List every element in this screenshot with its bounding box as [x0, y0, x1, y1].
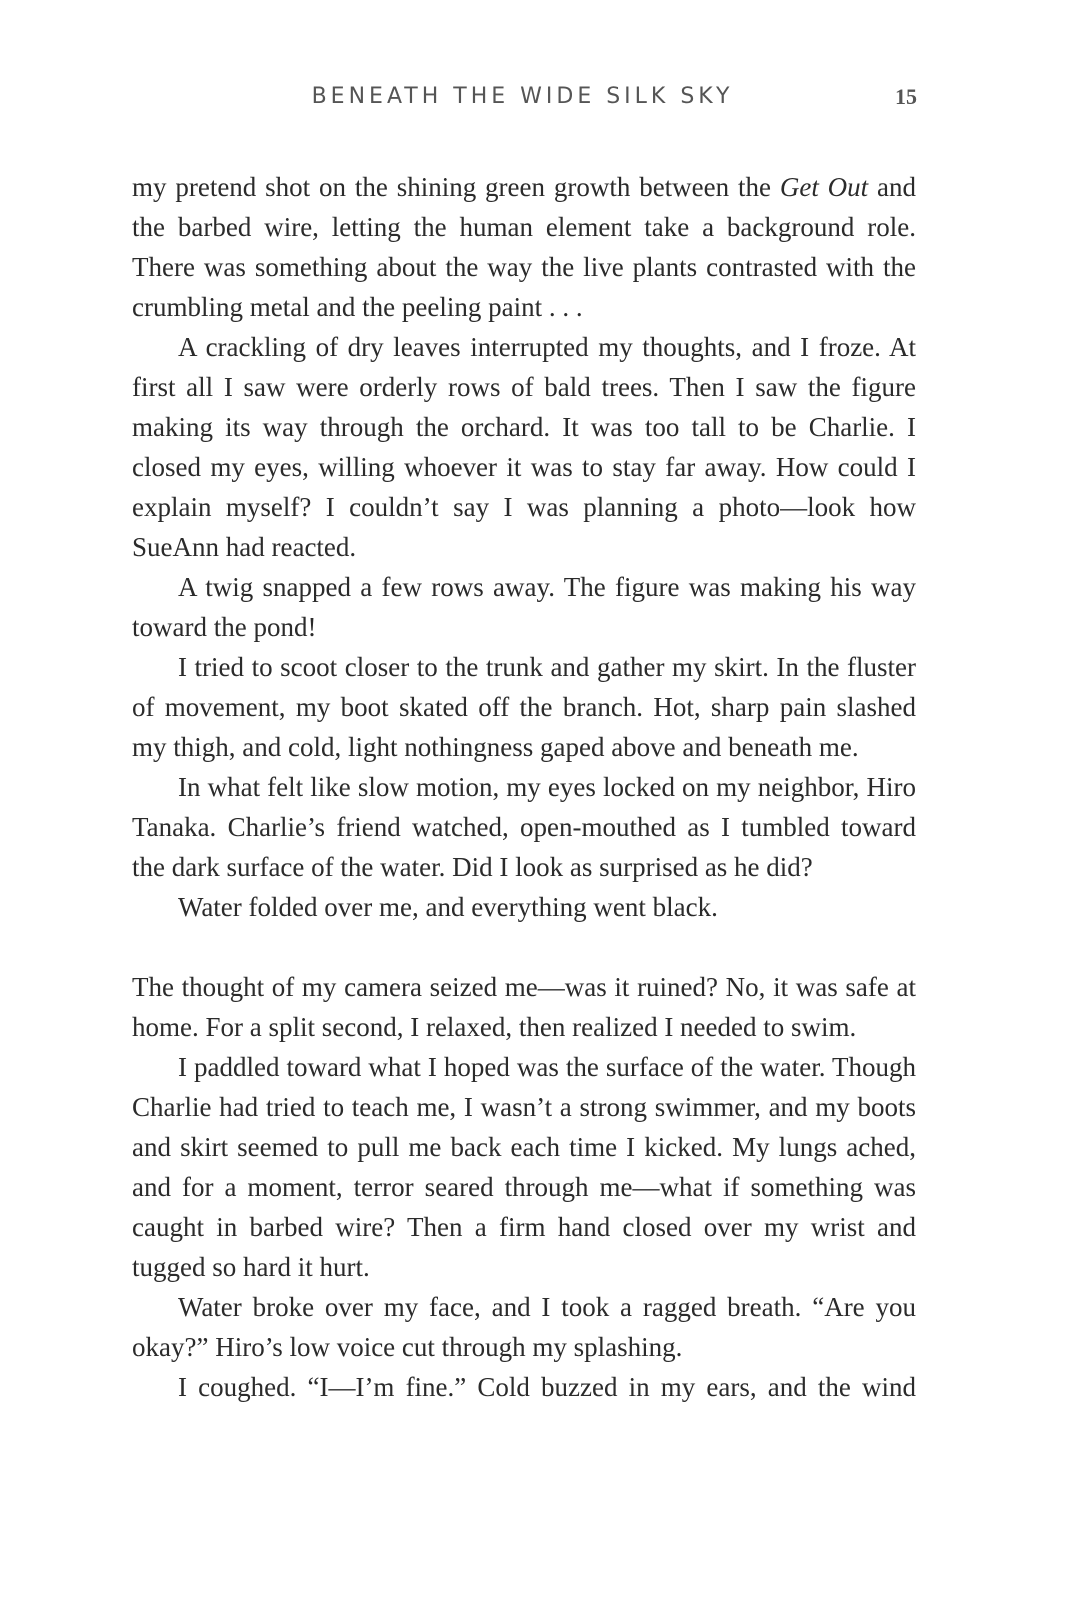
paragraph: I tried to scoot closer to the trunk and gather my skirt. In the fluster of movement, my boot skated off the branch. Hot, sharp pain slashed my thigh, and cold, light nothingness gaped above and beneath me. [132, 652, 916, 762]
italic-phrase: Get Out [779, 172, 869, 202]
page-number: 15 [895, 84, 917, 109]
running-head: BENEATH THE WIDE SILK SKY [311, 84, 734, 109]
paragraph-text: and the barbed wire, letting the human element take a background role. There was something about the way the live plants contrasted with the crumbling metal and the peeling paint . . . [132, 172, 917, 322]
paragraph-continued [132, 167, 916, 327]
paragraph: I coughed. “I—I’m fine.” Cold buzzed in my ears, and the wind [178, 1372, 916, 1402]
paragraph: In what felt like slow motion, my eyes locked on my neighbor, Hiro Tanaka. Charlie’s friend watched, open-mouthed as I tumbled toward the dark surface of the water. Did I look as surprised as he did? [132, 772, 916, 882]
paragraph-section-start: The thought of my camera seized me—was it ruined? No, it was safe at home. For a split second, I relaxed, then realized I needed to swim. [132, 972, 916, 1042]
paragraph: Water folded over me, and everything went black. [178, 892, 718, 922]
body-text [132, 167, 916, 1407]
paragraph-text: my pretend shot on the shining green growth between the [132, 172, 780, 202]
paragraph: A crackling of dry leaves interrupted my thoughts, and I froze. At first all I saw were orderly rows of bald trees. Then I saw the figure making its way through the orchard. It was too tall to be Charlie. I closed my eyes, willing whoever it was to stay far away. How could I explain myself? I couldn’t say I was planning a photo—look how SueAnn had reacted. [132, 332, 916, 562]
paragraph: I paddled toward what I hoped was the surface of the water. Though Charlie had tried to teach me, I wasn’t a strong swimmer, and my boots and skirt seemed to pull me back each time I kicked. My lungs ached, and for a moment, terror seared through me—what if something was caught in barbed wire? Then a firm hand closed over my wrist and tugged so hard it hurt. [132, 1052, 916, 1282]
paragraph: Water broke over my face, and I took a ragged breath. “Are you okay?” Hiro’s low voice cut through my splashing. [132, 1292, 916, 1362]
paragraph: A twig snapped a few rows away. The figure was making his way toward the pond! [132, 572, 916, 642]
